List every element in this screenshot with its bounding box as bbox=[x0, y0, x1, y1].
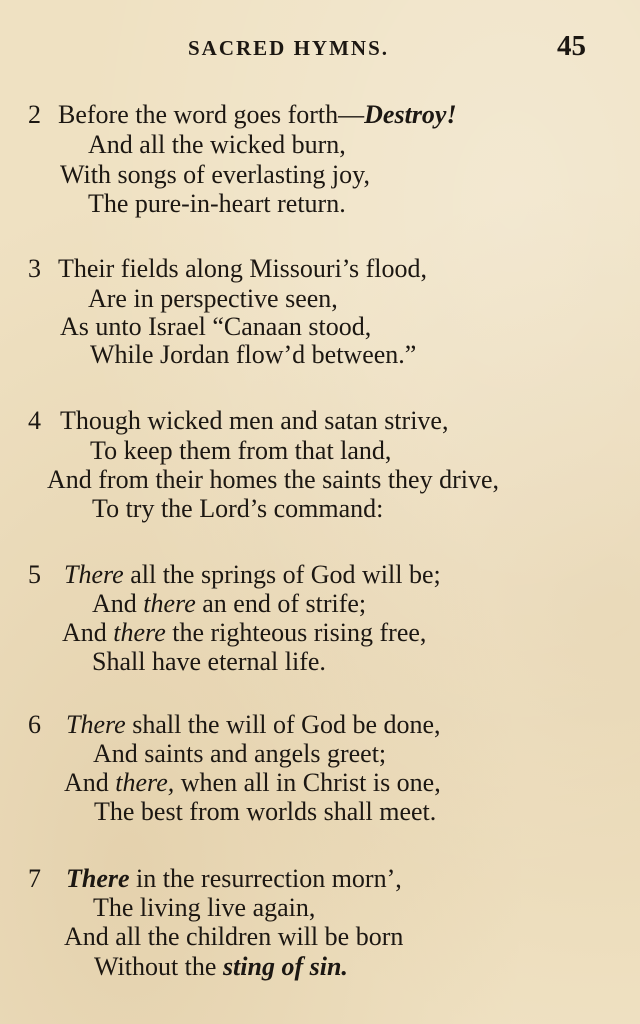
verse-line: As unto Israel “Canaan stood, bbox=[60, 312, 372, 341]
verse-line: The best from worlds shall meet. bbox=[94, 797, 437, 826]
verse-line: Before the word goes forth—Destroy! bbox=[58, 100, 457, 129]
verse-line: There all the springs of God will be; bbox=[64, 560, 441, 589]
stanza-number: 4 bbox=[28, 406, 41, 435]
verse-line: The pure-in-heart return. bbox=[88, 189, 346, 218]
page-header bbox=[0, 30, 640, 70]
verse-line: Though wicked men and satan strive, bbox=[60, 406, 449, 435]
verse-line: And all the wicked burn, bbox=[88, 130, 346, 159]
verse-line: And there, when all in Christ is one, bbox=[64, 768, 441, 797]
verse-line: And saints and angels greet; bbox=[93, 739, 387, 768]
verse-line: The living live again, bbox=[93, 893, 316, 922]
page-number: 45 bbox=[557, 30, 586, 62]
verse-line: There in the resurrection morn’, bbox=[66, 864, 402, 893]
stanza-number: 3 bbox=[28, 254, 41, 283]
stanza-number: 7 bbox=[28, 864, 41, 893]
verse-line: Are in perspective seen, bbox=[88, 284, 338, 313]
verse-line: There shall the will of God be done, bbox=[66, 710, 441, 739]
verse-line: Their fields along Missouri’s flood, bbox=[58, 254, 428, 283]
stanza-number: 6 bbox=[28, 710, 41, 739]
running-title: SACRED HYMNS. bbox=[188, 36, 390, 60]
verse-line: Without the sting of sin. bbox=[94, 952, 348, 981]
verse-line: With songs of everlasting joy, bbox=[60, 160, 370, 189]
verse-line: To keep them from that land, bbox=[90, 436, 392, 465]
verse-line: To try the Lord’s command: bbox=[92, 494, 384, 523]
verse-line: And from their homes the saints they drive, bbox=[47, 465, 500, 494]
stanza-number: 5 bbox=[28, 560, 41, 589]
stanza-number: 2 bbox=[28, 100, 41, 129]
verse-line: Shall have eternal life. bbox=[92, 647, 326, 676]
verse-line: And there the righteous rising free, bbox=[62, 618, 427, 647]
verse-line: And all the children will be born bbox=[64, 922, 404, 951]
verse-line: While Jordan flow’d between.” bbox=[90, 340, 417, 369]
verse-line: And there an end of strife; bbox=[92, 589, 367, 618]
